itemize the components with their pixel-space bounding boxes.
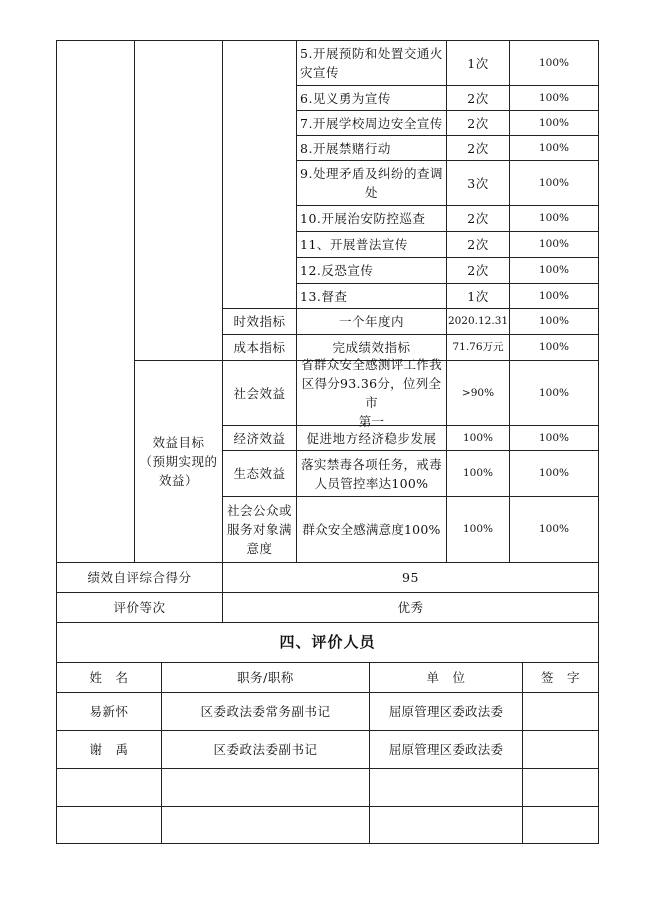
person-title-2: 区委政法委副书记	[213, 742, 318, 757]
person-unit-2: 屈原管理区委政法委	[388, 742, 504, 757]
timeliness-rate: 100%	[538, 315, 570, 327]
cost-rate: 100%	[538, 341, 570, 353]
ecological-benefit-label: 生态效益	[233, 466, 286, 481]
grade-value: 优秀	[397, 600, 424, 615]
person-sign-3	[523, 769, 598, 806]
person-title-4	[162, 807, 369, 843]
score-label: 绩效自评综合得分	[87, 570, 192, 585]
benefit-label-line3: 效益）	[158, 473, 198, 488]
benefit-label	[135, 361, 222, 562]
score-value: 95	[402, 570, 419, 585]
person-sign-1	[523, 693, 598, 730]
people-header-title: 职务/职称	[237, 670, 294, 685]
indicator-name-12: 12.反恐宣传	[300, 263, 374, 278]
indicator-rate-9: 100%	[538, 176, 570, 189]
indicator-name-10: 10.开展治安防控巡查	[300, 211, 426, 226]
indicator-value-7: 2次	[467, 115, 489, 131]
indicator-name-7: 7.开展学校周边安全宣传	[300, 115, 443, 131]
economic-benefit-rate: 100%	[538, 431, 570, 444]
indicator-rate-5: 100%	[538, 56, 570, 69]
cost-value: 71.76万元	[452, 341, 504, 353]
indicator-name-8: 8.开展禁赌行动	[300, 140, 391, 156]
ecological-benefit-target-line1: 落实禁毒各项任务，戒毒	[301, 456, 442, 472]
indicator-rate-13: 100%	[538, 289, 570, 302]
social-benefit-rate: 100%	[538, 386, 570, 399]
indicator-rate-7: 100%	[538, 116, 570, 129]
social-benefit-target-line2: 区得分93.36分，位列全市	[301, 376, 442, 410]
person-sign-2	[523, 731, 598, 768]
indicator-name-11: 11、开展普法宣传	[300, 237, 408, 252]
social-benefit-target-line3: 第一	[358, 414, 385, 429]
indicator-value-8: 2次	[467, 140, 489, 156]
satisfaction-rate: 100%	[538, 523, 570, 535]
benefit-label-line2: （预期实现的	[139, 454, 218, 469]
ecological-benefit-rate: 100%	[538, 467, 570, 479]
indicator-name-6: 6.见义勇为宣传	[300, 90, 391, 106]
ecological-benefit-value: 100%	[462, 467, 494, 479]
person-title-3	[162, 769, 369, 806]
social-benefit-label: 社会效益	[233, 385, 286, 401]
person-name-1: 易新怀	[89, 704, 129, 719]
indicator-value-13: 1次	[467, 288, 489, 304]
economic-benefit-value: 100%	[462, 431, 494, 444]
section-title: 四、评价人员	[279, 633, 376, 651]
person-unit-4	[370, 807, 522, 843]
indicator-value-9: 3次	[467, 175, 489, 191]
timeliness-target: 一个年度内	[338, 314, 404, 329]
grade-label: 评价等次	[113, 600, 166, 615]
person-title-1: 区委政法委常务副书记	[200, 704, 331, 719]
hline-bottom	[56, 843, 599, 844]
timeliness-label: 时效指标	[233, 314, 286, 329]
indicator-value-11: 2次	[467, 237, 489, 252]
indicator-name-13: 13.督查	[300, 288, 348, 304]
indicator-name-9: 9.处理矛盾及纠纷的查调处	[300, 166, 443, 200]
satisfaction-value: 100%	[462, 523, 494, 535]
satisfaction-label-line2: 服务对象满	[226, 522, 292, 537]
indicator-value-12: 2次	[467, 263, 489, 278]
person-name-3	[57, 769, 161, 806]
indicator-value-6: 2次	[467, 90, 489, 106]
indicator-rate-10: 100%	[538, 212, 570, 224]
people-header-unit: 单 位	[426, 670, 466, 685]
person-unit-3	[370, 769, 522, 806]
ecological-benefit-target-line2: 人员管控率达100%	[314, 475, 429, 491]
indicator-rate-6: 100%	[538, 91, 570, 104]
social-benefit-value: >90%	[461, 386, 495, 399]
people-header-sign: 签 字	[540, 670, 580, 685]
benefit-label-line1: 效益目标	[152, 435, 205, 450]
person-name-2: 谢 禹	[89, 742, 129, 757]
satisfaction-label	[223, 497, 296, 562]
cost-label: 成本指标	[233, 340, 286, 355]
indicator-rate-12: 100%	[538, 264, 570, 276]
people-header-name: 姓 名	[89, 670, 129, 685]
ecological-benefit-target	[297, 451, 446, 496]
economic-benefit-target: 促进地方经济稳步发展	[306, 430, 437, 446]
satisfaction-label-line1: 社会公众或	[226, 503, 292, 518]
person-unit-1: 屈原管理区委政法委	[388, 704, 504, 719]
indicator-name-5: 5.开展预防和处置交通火灾宣传	[300, 46, 443, 80]
economic-benefit-label: 经济效益	[233, 430, 286, 446]
social-benefit-target-line1: 省群众安全感测评工作我	[301, 357, 442, 372]
indicator-value-10: 2次	[467, 211, 489, 226]
cost-target: 完成绩效指标	[332, 340, 411, 355]
timeliness-value: 2020.12.31	[447, 315, 509, 327]
person-name-4	[57, 807, 161, 843]
satisfaction-target: 群众安全感满意度100%	[302, 522, 441, 537]
satisfaction-label-line3: 意度	[246, 541, 273, 556]
social-benefit-target	[297, 357, 446, 429]
indicator-rate-11: 100%	[538, 238, 570, 250]
person-sign-4	[523, 807, 598, 843]
indicator-rate-8: 100%	[538, 141, 570, 154]
indicator-value-5: 1次	[467, 55, 489, 71]
